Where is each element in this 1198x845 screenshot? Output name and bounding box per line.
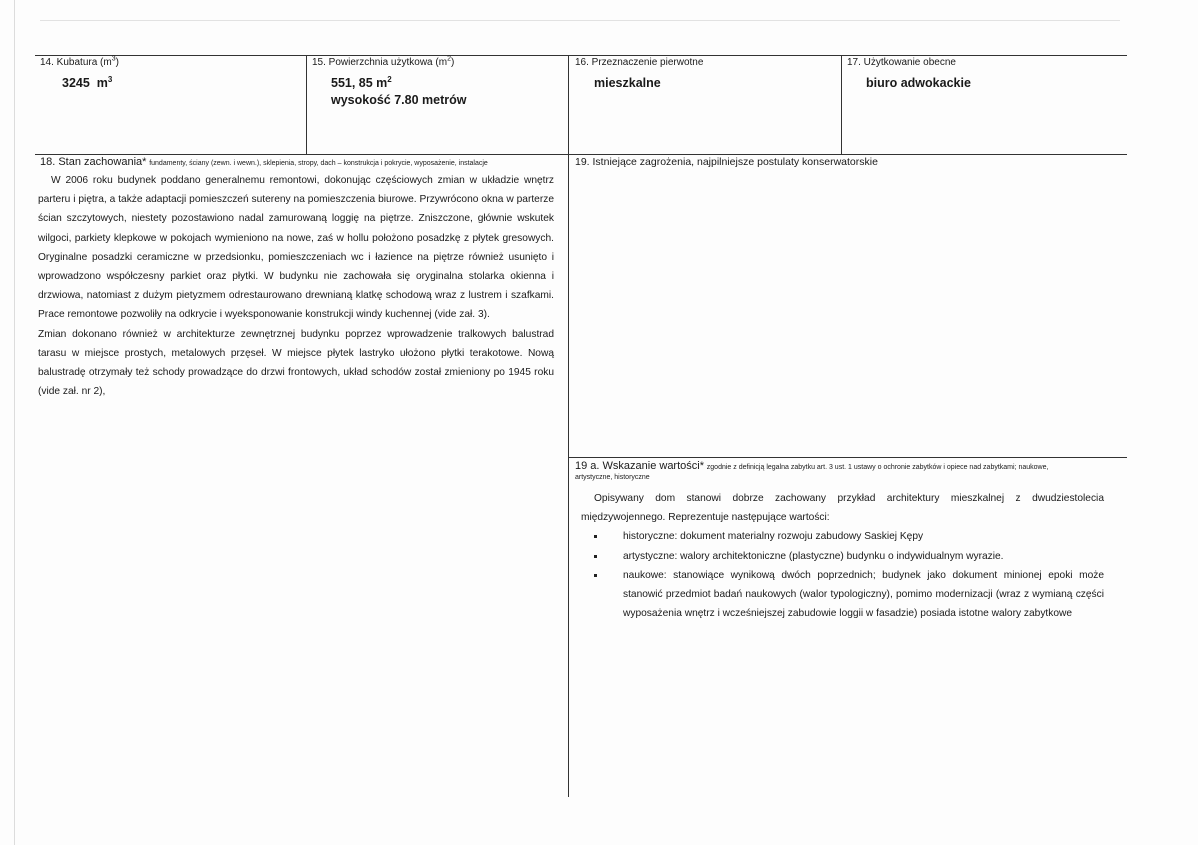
page-edge [14,0,15,845]
list-item: artystyczne: walory architektoniczne (plastyczne) budynku o indywidualnym wyrazie. [594,547,1104,566]
col-divider-2 [568,55,569,797]
uzytkowanie-label: 17. Użytkowanie obecne [847,57,956,68]
przeznaczenie-value: mieszkalne [594,76,661,90]
kubatura-label: 14. Kubatura $(m^3)$ [40,55,119,68]
stan-zachowania-label: 18. Stan zachowania* fundamenty, ściany (zewn. i wewn.), sklepienia, stropy, dach – konstrukcja i pokrycie, wyposażenie, instalacje [40,156,488,168]
bullet-icon [594,574,597,577]
kubatura-value: 3245 $m^3$ [62,74,113,90]
wartosci-list [594,527,1104,623]
wartosci-text [581,489,1104,623]
bullet-icon [594,555,597,558]
stan-zachowania-paragraph-1: W 2006 roku budynek poddano generalnemu remontowi, dokonując częściowych zmian w układzie wnętrz parteru i piętra, a także adaptacji pomieszczeń sutereny na pomieszczenia biurowe. Przywrócono okna w parterze ścian szczytowych, niestety pozostawiono nadal zamurowaną loggię na piętrze. Zniszczone, głównie wskutek wilgoci, parkiety klepkowe w pokojach wymieniono na nowe, zaś w hollu położono posadzkę z płytek gresowych. Oryginalne posadzki ceramiczne w przedsionku, pomieszczeniach wc i łazience na piętrze również usunięto i wprowadzono współczesny parkiet oraz płytki. W budynku nie zachowała się oryginalna stolarka okienna i drzwiowa, natomiast z dużym pietyzmem odrestaurowano drewnianą klatkę schodową wraz z lustrem i szafkami. Prace remontowe pozwoliły na odkrycie i wyeksponowanie konstrukcji windy kuchennej (vide zał. 3). [38,175,554,321]
wartosci-intro: Opisywany dom stanowi dobrze zachowany przykład architektury mieszkalnej z dwudziestolecia międzywojennego. Reprezentuje następujące wartości: [581,493,1104,524]
table-top-border [35,55,1127,56]
stan-zachowania-paragraph-2: Zmian dokonano również w architekturze zewnętrznej budynku poprzez wprowadzenie tralkowych balustrad tarasu w miejsce prostych, metalowych przęseł. W miejsce płytek lastryko ułożono płytki terakotowe. Nową balustradę otrzymały też schody prowadzące do drzwi frontowych, układ schodów został zmieniony po 1945 roku (vide zał. nr 2), [38,328,554,398]
wartosci-label: 19 a. Wskazanie wartości* zgodnie z definicją legalna zabytku art. 3 ust. 1 ustawy o ochronie zabytków i opiece nad zabytkami; naukowe, [575,460,1049,472]
list-item: historyczne: dokument materialny rozwoju zabudowy Saskiej Kępy [594,527,1104,546]
row-divider-2 [568,457,1127,458]
col-divider-3 [841,55,842,154]
list-item: naukowe: stanowiące wynikową dwóch poprzednich; budynek jako dokument minionej epoki może stanowić przedmiot badań naukowych (walor typologiczny), pomimo modernizacji (wraz z wymianą części wyposażenia wnętrz i wcześniejszej zabudowie loggii w fasadzie) posiada istotne walory zabytkowe [594,566,1104,624]
powierzchnia-label: 15. Powierzchnia użytkowa $(m^2)$ [312,55,455,68]
zagrozenia-label: 19. Istniejące zagrożenia, najpilniejsze postulaty konserwatorskie [575,156,878,168]
wartosci-label-cont: artystyczne, historyczne [575,474,650,481]
przeznaczenie-label: 16. Przeznaczenie pierwotne [575,57,704,68]
col-divider-1 [306,55,307,154]
powierzchnia-value: 551, 85 $m^2$ [331,74,392,90]
stan-zachowania-text [38,171,554,401]
wysokosc-value: wysokość 7.80 metrów [331,93,467,107]
uzytkowanie-value: biuro adwokackie [866,76,971,90]
row-divider-1 [35,154,1127,155]
bullet-icon [594,535,597,538]
top-faint-line [40,20,1120,21]
